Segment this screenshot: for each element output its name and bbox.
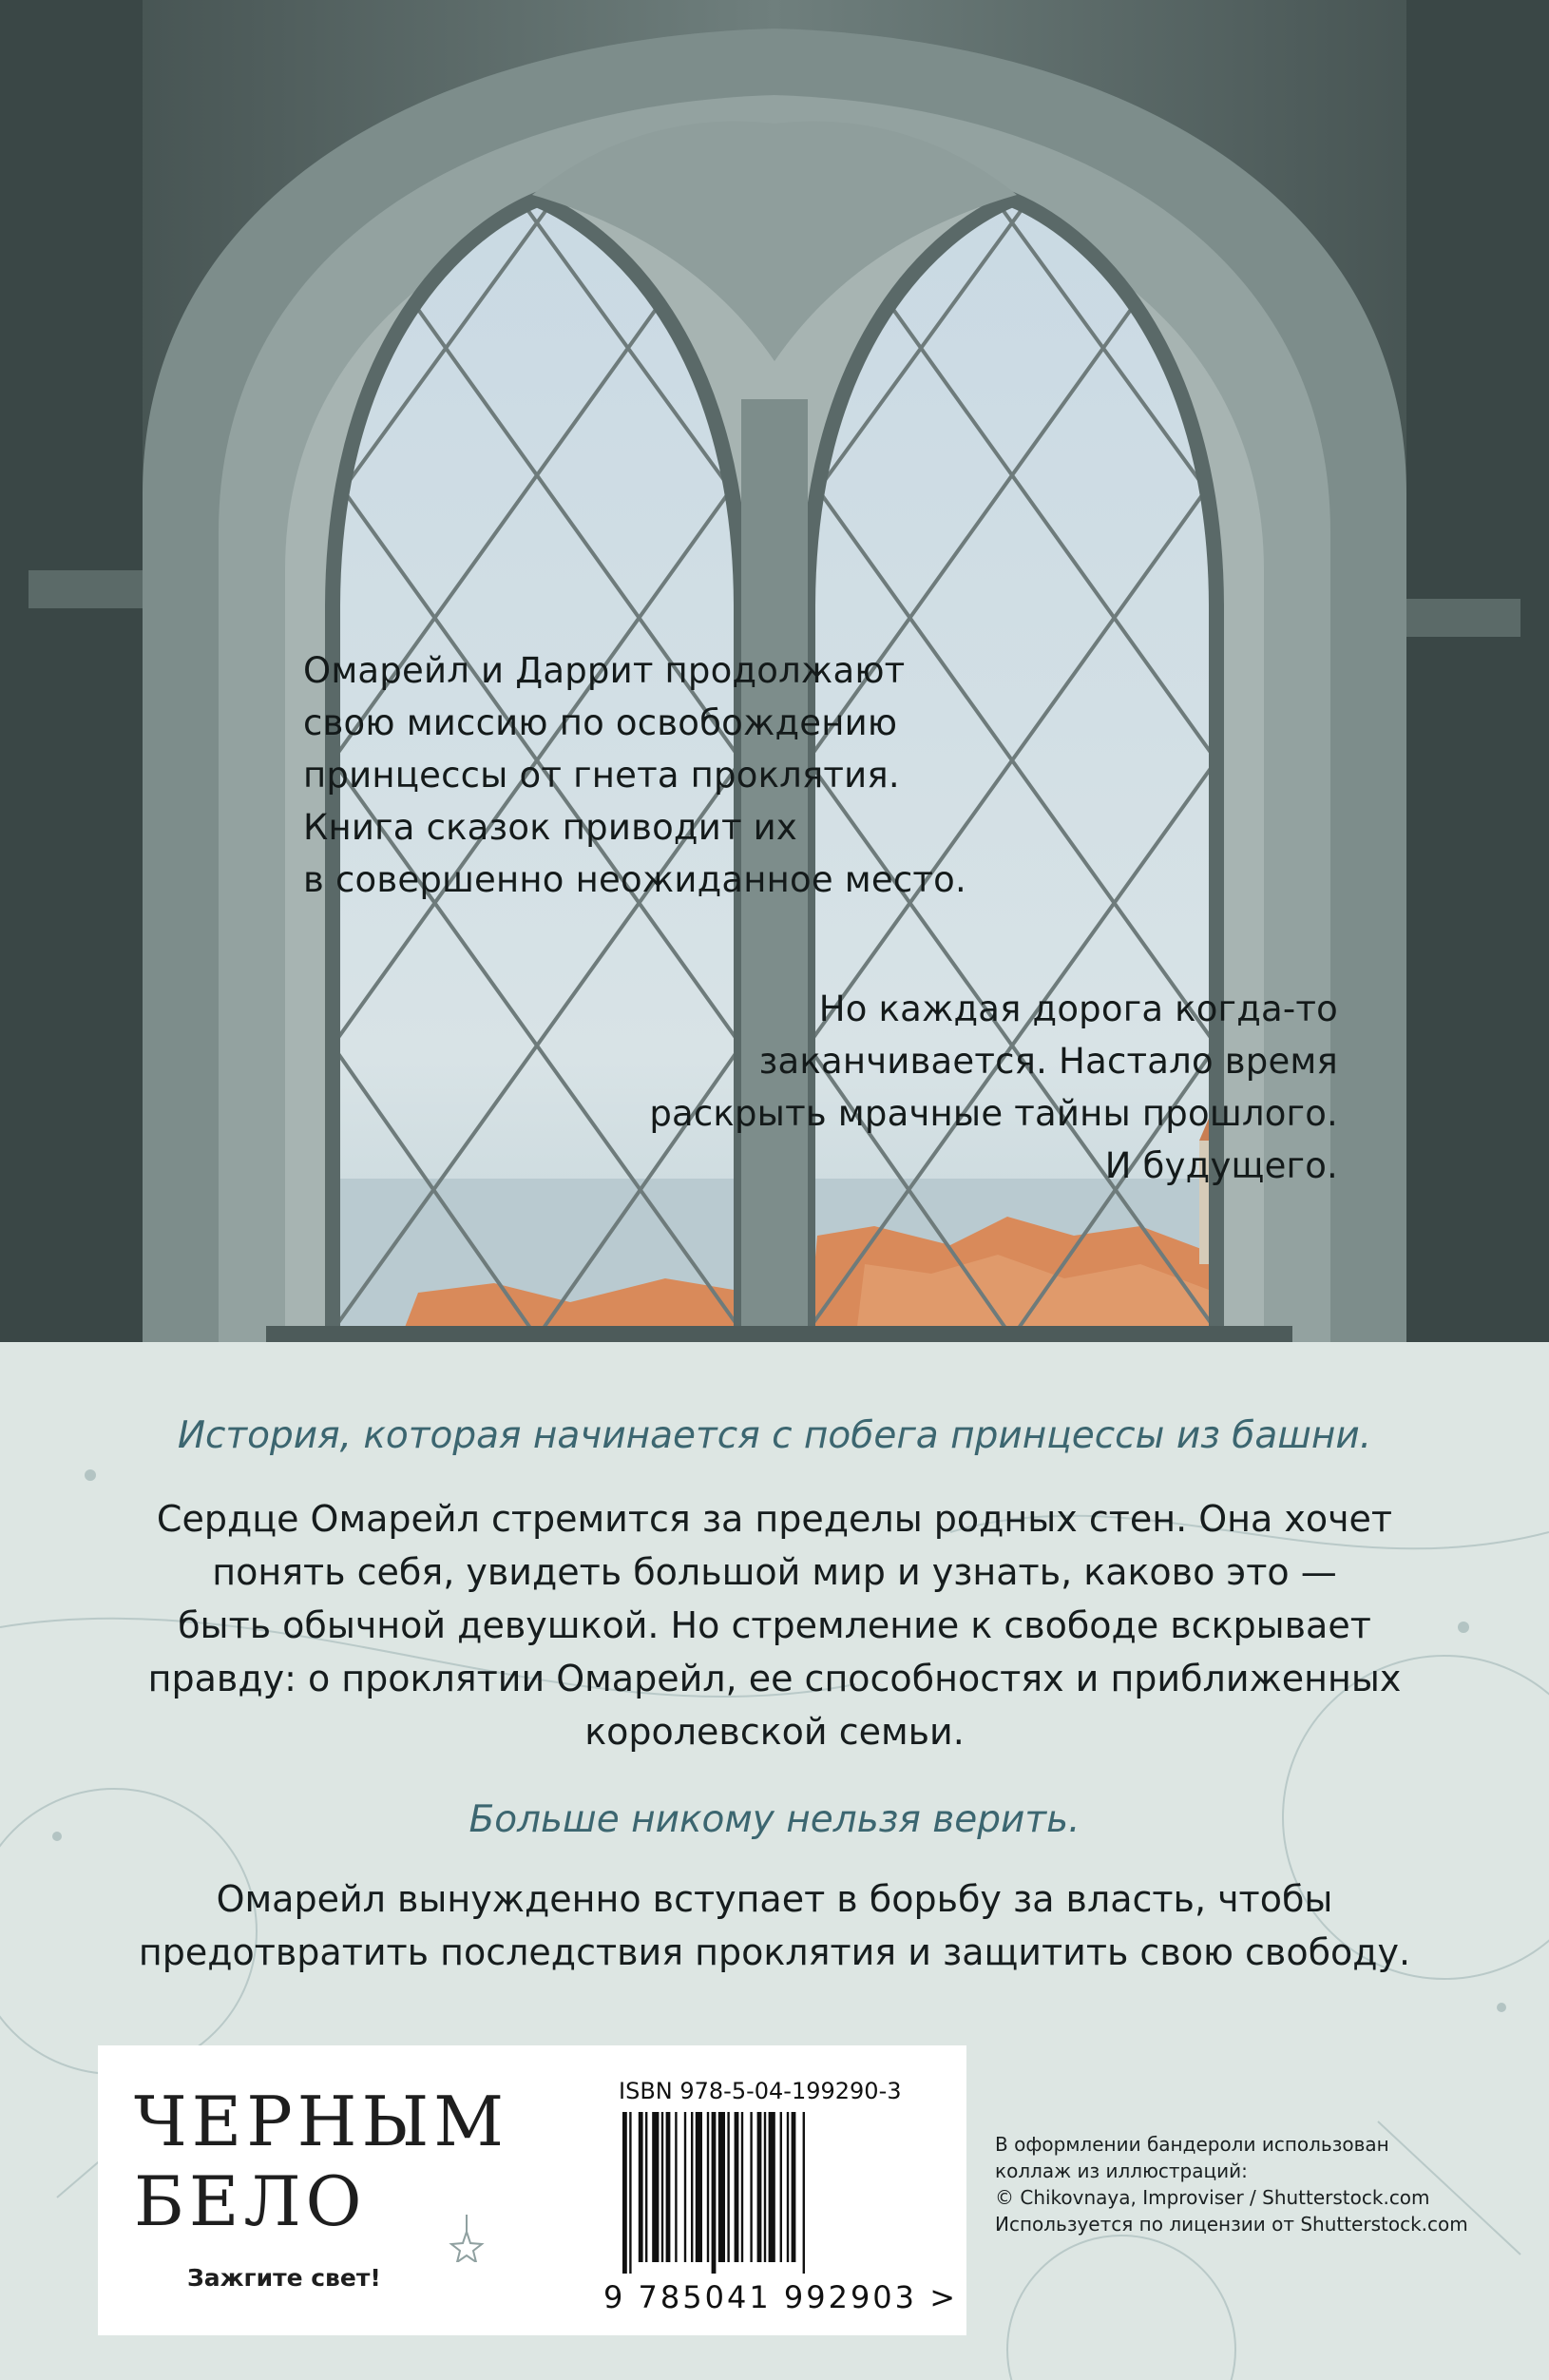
text-line: королевской семьи. bbox=[584, 1711, 965, 1753]
barcode-digits: 9 785041 992903 > bbox=[603, 2279, 958, 2315]
barcode-bar bbox=[652, 2112, 659, 2262]
text-line: раскрыть мрачные тайны прошлого. bbox=[649, 1093, 1338, 1134]
text-line: Книга сказок приводит их bbox=[303, 807, 798, 848]
publisher-slogan: Зажгите свет! bbox=[187, 2264, 381, 2292]
story-paragraph-2 bbox=[649, 983, 1338, 1192]
text-line: в совершенно неожиданное место. bbox=[303, 859, 966, 900]
barcode-bar bbox=[735, 2112, 739, 2262]
blurb-section bbox=[0, 1342, 1549, 2380]
text-line: быть обычной девушкой. Но стремление к свободе вскрывает bbox=[178, 1604, 1371, 1646]
barcode-bar bbox=[787, 2112, 789, 2262]
tagline-2: Больше никому нельзя верить. bbox=[469, 1798, 1080, 1841]
illustration-credits bbox=[995, 2131, 1468, 2237]
credit-line: В оформлении бандероли использован bbox=[995, 2133, 1389, 2156]
barcode-bar bbox=[803, 2112, 805, 2274]
barcode-bar bbox=[712, 2112, 717, 2274]
barcode-bar bbox=[666, 2112, 671, 2262]
text-line: Омарейл и Даррит продолжают bbox=[303, 650, 906, 691]
publisher-barcode-panel bbox=[98, 2045, 966, 2335]
barcode-bar bbox=[645, 2112, 647, 2262]
text-line: свою миссию по освобождению bbox=[303, 702, 898, 743]
text-line: понять себя, увидеть большой мир и узнать, каково это — bbox=[212, 1551, 1337, 1593]
barcode-bar bbox=[764, 2112, 766, 2262]
barcode-bar bbox=[691, 2112, 693, 2262]
star-icon bbox=[448, 2215, 486, 2262]
barcode-bar bbox=[622, 2112, 627, 2274]
barcode-bar bbox=[696, 2112, 702, 2262]
barcode-bar bbox=[750, 2112, 752, 2262]
text-line: правду: о проклятии Омарейл, ее способностях и приближенных bbox=[147, 1658, 1402, 1699]
logo-line-2: БЕЛО bbox=[134, 2161, 367, 2241]
barcode-bar bbox=[707, 2112, 709, 2262]
blurb-paragraph-1 bbox=[0, 1492, 1549, 1758]
barcode-icon bbox=[619, 2112, 923, 2274]
text-line: заканчивается. Настало время bbox=[758, 1041, 1338, 1082]
text-line: Сердце Омарейл стремится за пределы родных стен. Она хочет bbox=[156, 1498, 1393, 1540]
blurb-paragraph-2 bbox=[0, 1872, 1549, 1979]
credit-line: коллаж из иллюстраций: bbox=[995, 2159, 1248, 2182]
credit-line: Используется по лицензии от Shutterstock.com bbox=[995, 2213, 1468, 2236]
barcode-bar bbox=[780, 2112, 782, 2262]
text-line: И будущего. bbox=[1104, 1145, 1338, 1186]
barcode-bar bbox=[727, 2112, 729, 2262]
credit-line: © Chikovnaya, Improviser / Shutterstock.com bbox=[995, 2186, 1430, 2209]
barcode-bar bbox=[629, 2112, 631, 2274]
barcode-bar bbox=[661, 2112, 663, 2262]
barcode-bar bbox=[741, 2112, 743, 2262]
barcode-bar bbox=[639, 2112, 643, 2262]
barcode-bar bbox=[792, 2112, 796, 2262]
publisher-logo bbox=[134, 2082, 514, 2300]
barcode-bar bbox=[769, 2112, 775, 2262]
tagline-1: История, которая начинается с побега принцессы из башни. bbox=[177, 1414, 1372, 1457]
text-line: Омарейл вынужденно вступает в борьбу за власть, чтобы bbox=[216, 1878, 1333, 1920]
story-paragraph-1 bbox=[303, 644, 966, 906]
text-line: Но каждая дорога когда-то bbox=[818, 988, 1338, 1029]
text-line: предотвратить последствия проклятия и защитить свою свободу. bbox=[138, 1931, 1411, 1973]
text-line: принцессы от гнета проклятия. bbox=[303, 755, 900, 796]
logo-line-1: ЧЕРНЫМ bbox=[134, 2082, 509, 2161]
barcode-bar bbox=[718, 2112, 725, 2262]
barcode-bar bbox=[757, 2112, 762, 2262]
barcode-bar bbox=[684, 2112, 686, 2262]
barcode-bar bbox=[675, 2112, 677, 2262]
isbn-number: ISBN 978-5-04-199290-3 bbox=[619, 2078, 902, 2104]
